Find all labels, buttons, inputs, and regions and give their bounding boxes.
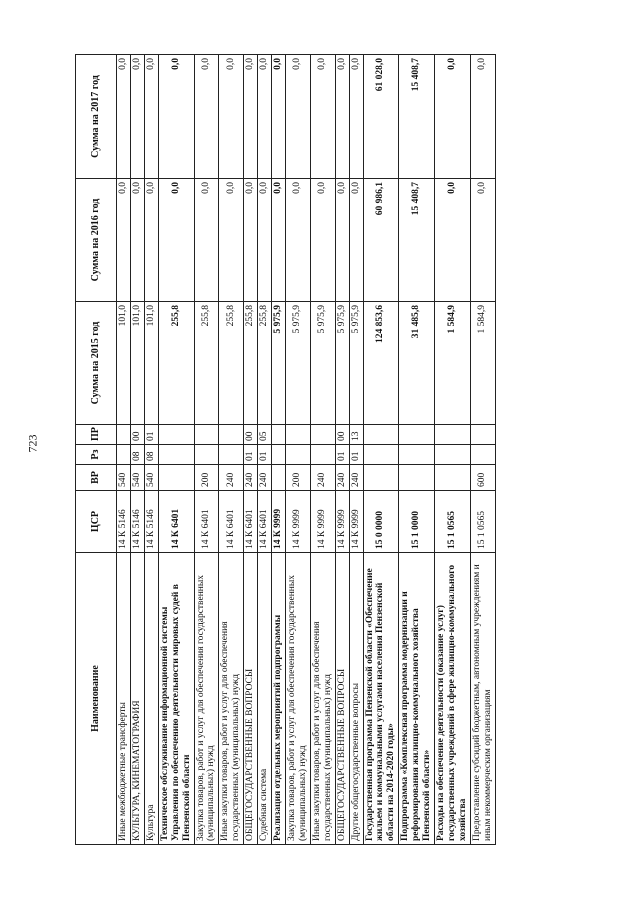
cell-name: Техническое обслуживание информационной системы Управления по обеспечению деятельности мировых судей в Пензенской области (158, 553, 194, 845)
table-row (219, 55, 244, 845)
page-number: 723 (25, 434, 40, 453)
cell-name: Предоставление субсидий бюджетным, автономным учреждениям и иным некоммерческим организациям (470, 553, 495, 845)
cell-sum-2016: 0,0 (158, 179, 194, 302)
cell-vr (399, 465, 435, 491)
cell-sum-2016: 15 408,7 (399, 179, 435, 302)
cell-pr (363, 425, 399, 445)
cell-sum-2016: 0,0 (258, 179, 272, 302)
cell-name: ОБЩЕГОСУДАРСТВЕННЫЕ ВОПРОСЫ (335, 553, 349, 845)
cell-csr: 14 К 6401 (194, 491, 219, 553)
cell-sum-2016: 0,0 (310, 179, 335, 302)
cell-rz (272, 445, 286, 465)
cell-sum-2017: 15 408,7 (399, 55, 435, 179)
cell-rz (158, 445, 194, 465)
cell-sum-2016: 0,0 (349, 179, 363, 302)
table-row (272, 55, 286, 845)
cell-sum-2017: 0,0 (144, 55, 158, 179)
table-row (470, 55, 495, 845)
cell-rz: 01 (258, 445, 272, 465)
cell-sum-2017: 0,0 (470, 55, 495, 179)
cell-sum-2017: 0,0 (158, 55, 194, 179)
cell-sum-2015: 5 975,9 (335, 302, 349, 425)
cell-sum-2017: 0,0 (285, 55, 310, 179)
cell-vr: 240 (244, 465, 258, 491)
cell-csr: 14 К 6401 (158, 491, 194, 553)
table-row (117, 55, 131, 845)
cell-pr (272, 425, 286, 445)
cell-pr (219, 425, 244, 445)
cell-vr (435, 465, 471, 491)
cell-vr (158, 465, 194, 491)
cell-sum-2015: 101,0 (144, 302, 158, 425)
cell-sum-2017: 0,0 (310, 55, 335, 179)
table-row (363, 55, 399, 845)
cell-pr (470, 425, 495, 445)
cell-sum-2015: 1 584,9 (470, 302, 495, 425)
cell-sum-2015: 255,8 (158, 302, 194, 425)
cell-rz (310, 445, 335, 465)
cell-sum-2015: 255,8 (219, 302, 244, 425)
cell-csr: 14 К 5146 (144, 491, 158, 553)
table-row (130, 55, 144, 845)
cell-sum-2015: 5 975,9 (349, 302, 363, 425)
cell-sum-2016: 0,0 (117, 179, 131, 302)
table-row (335, 55, 349, 845)
cell-sum-2015: 5 975,9 (285, 302, 310, 425)
cell-sum-2017: 0,0 (258, 55, 272, 179)
cell-csr: 14 К 9999 (272, 491, 286, 553)
cell-sum-2015: 255,8 (244, 302, 258, 425)
cell-sum-2016: 60 986,1 (363, 179, 399, 302)
cell-rz: 08 (130, 445, 144, 465)
cell-csr: 15 1 0000 (399, 491, 435, 553)
cell-csr: 14 К 9999 (349, 491, 363, 553)
cell-csr: 15 1 0565 (435, 491, 471, 553)
header-sum-2015: Сумма на 2015 год (76, 302, 117, 425)
cell-sum-2015: 101,0 (130, 302, 144, 425)
cell-vr: 240 (335, 465, 349, 491)
table-header-row (76, 55, 117, 845)
cell-pr (117, 425, 131, 445)
cell-csr: 14 К 5146 (130, 491, 144, 553)
cell-vr: 240 (258, 465, 272, 491)
table-row (144, 55, 158, 845)
header-rz: Рз (76, 445, 117, 465)
cell-pr: 00 (335, 425, 349, 445)
cell-pr (399, 425, 435, 445)
header-vr: ВР (76, 465, 117, 491)
cell-csr: 14 К 9999 (285, 491, 310, 553)
cell-sum-2017: 0,0 (335, 55, 349, 179)
cell-vr: 540 (117, 465, 131, 491)
cell-pr (194, 425, 219, 445)
cell-name: Государственная программа Пензенской области «Обеспечение жильем и коммунальными услугами населения Пензенской области на 2014-2020 годы» (363, 553, 399, 845)
cell-rz (194, 445, 219, 465)
cell-vr: 200 (285, 465, 310, 491)
cell-sum-2016: 0,0 (194, 179, 219, 302)
cell-sum-2017: 0,0 (272, 55, 286, 179)
cell-pr (310, 425, 335, 445)
cell-name: Закупка товаров, работ и услуг для обеспечения государственных (муниципальных) нужд (194, 553, 219, 845)
cell-sum-2017: 61 028,0 (363, 55, 399, 179)
table-row (194, 55, 219, 845)
cell-csr: 15 1 0565 (470, 491, 495, 553)
cell-pr: 01 (144, 425, 158, 445)
cell-sum-2016: 0,0 (335, 179, 349, 302)
cell-sum-2016: 0,0 (244, 179, 258, 302)
cell-vr (363, 465, 399, 491)
cell-rz (470, 445, 495, 465)
cell-sum-2017: 0,0 (349, 55, 363, 179)
table-row (258, 55, 272, 845)
cell-name: ОБЩЕГОСУДАРСТВЕННЫЕ ВОПРОСЫ (244, 553, 258, 845)
cell-sum-2016: 0,0 (435, 179, 471, 302)
cell-vr: 240 (219, 465, 244, 491)
table-row (158, 55, 194, 845)
cell-pr: 00 (244, 425, 258, 445)
cell-vr: 200 (194, 465, 219, 491)
cell-name: КУЛЬТУРА, КИНЕМАТОГРАФИЯ (130, 553, 144, 845)
cell-rz (363, 445, 399, 465)
cell-csr: 14 К 9999 (335, 491, 349, 553)
cell-rz (219, 445, 244, 465)
cell-csr: 14 К 6401 (219, 491, 244, 553)
cell-name: Иные межбюджетные трансферты (117, 553, 131, 845)
cell-sum-2015: 5 975,9 (272, 302, 286, 425)
cell-name: Иные закупки товаров, работ и услуг для обеспечения государственных (муниципальных) нужд (219, 553, 244, 845)
cell-name: Другие общегосударственные вопросы (349, 553, 363, 845)
cell-vr: 240 (349, 465, 363, 491)
budget-table-sheet (75, 55, 610, 845)
table-row (435, 55, 471, 845)
cell-name: Культура (144, 553, 158, 845)
cell-rz: 01 (349, 445, 363, 465)
cell-vr: 240 (310, 465, 335, 491)
table-row (244, 55, 258, 845)
cell-name: Реализация отдельных мероприятий подпрограммы (272, 553, 286, 845)
cell-sum-2016: 0,0 (144, 179, 158, 302)
cell-sum-2015: 255,8 (194, 302, 219, 425)
cell-csr: 14 К 9999 (310, 491, 335, 553)
cell-sum-2016: 0,0 (470, 179, 495, 302)
cell-name: Судебная система (258, 553, 272, 845)
cell-sum-2017: 0,0 (130, 55, 144, 179)
cell-pr: 13 (349, 425, 363, 445)
cell-sum-2015: 124 853,6 (363, 302, 399, 425)
cell-name: Закупка товаров, работ и услуг для обеспечения государственных (муниципальных) нужд (285, 553, 310, 845)
cell-name: Расходы на обеспечение деятельности (оказание услуг) государственных учреждений в сфере жилищно-коммунального хозяйства (435, 553, 471, 845)
cell-rz: 08 (144, 445, 158, 465)
cell-sum-2017: 0,0 (219, 55, 244, 179)
cell-sum-2017: 0,0 (435, 55, 471, 179)
table-body (117, 55, 496, 845)
header-sum-2017: Сумма на 2017 год (76, 55, 117, 179)
cell-sum-2015: 101,0 (117, 302, 131, 425)
cell-sum-2015: 1 584,9 (435, 302, 471, 425)
cell-sum-2016: 0,0 (219, 179, 244, 302)
budget-table (75, 54, 496, 845)
cell-pr (285, 425, 310, 445)
cell-sum-2017: 0,0 (244, 55, 258, 179)
cell-pr (435, 425, 471, 445)
cell-vr (272, 465, 286, 491)
cell-vr: 540 (144, 465, 158, 491)
cell-sum-2017: 0,0 (194, 55, 219, 179)
cell-sum-2016: 0,0 (285, 179, 310, 302)
cell-name: Подпрограмма «Комплексная программа модернизации и реформирования жилищно-коммунального хозяйства Пензенской области» (399, 553, 435, 845)
cell-sum-2016: 0,0 (130, 179, 144, 302)
cell-rz (435, 445, 471, 465)
cell-rz (285, 445, 310, 465)
table-row (310, 55, 335, 845)
table-row (285, 55, 310, 845)
cell-vr: 600 (470, 465, 495, 491)
cell-rz: 01 (244, 445, 258, 465)
table-row (349, 55, 363, 845)
cell-pr: 05 (258, 425, 272, 445)
cell-sum-2017: 0,0 (117, 55, 131, 179)
cell-pr (158, 425, 194, 445)
cell-rz (399, 445, 435, 465)
header-csr: ЦСР (76, 491, 117, 553)
header-pr: ПР (76, 425, 117, 445)
header-name: Наименование (76, 553, 117, 845)
cell-csr: 14 К 6401 (244, 491, 258, 553)
header-sum-2016: Сумма на 2016 год (76, 179, 117, 302)
cell-csr: 15 0 0000 (363, 491, 399, 553)
cell-sum-2015: 255,8 (258, 302, 272, 425)
cell-sum-2015: 31 485,8 (399, 302, 435, 425)
cell-csr: 14 К 6401 (258, 491, 272, 553)
cell-sum-2015: 5 975,9 (310, 302, 335, 425)
cell-sum-2016: 0,0 (272, 179, 286, 302)
table-row (399, 55, 435, 845)
cell-pr: 00 (130, 425, 144, 445)
cell-csr: 14 К 5146 (117, 491, 131, 553)
cell-vr: 540 (130, 465, 144, 491)
cell-rz: 01 (335, 445, 349, 465)
cell-name: Иные закупки товаров, работ и услуг для обеспечения государственных (муниципальных) нужд (310, 553, 335, 845)
cell-rz (117, 445, 131, 465)
